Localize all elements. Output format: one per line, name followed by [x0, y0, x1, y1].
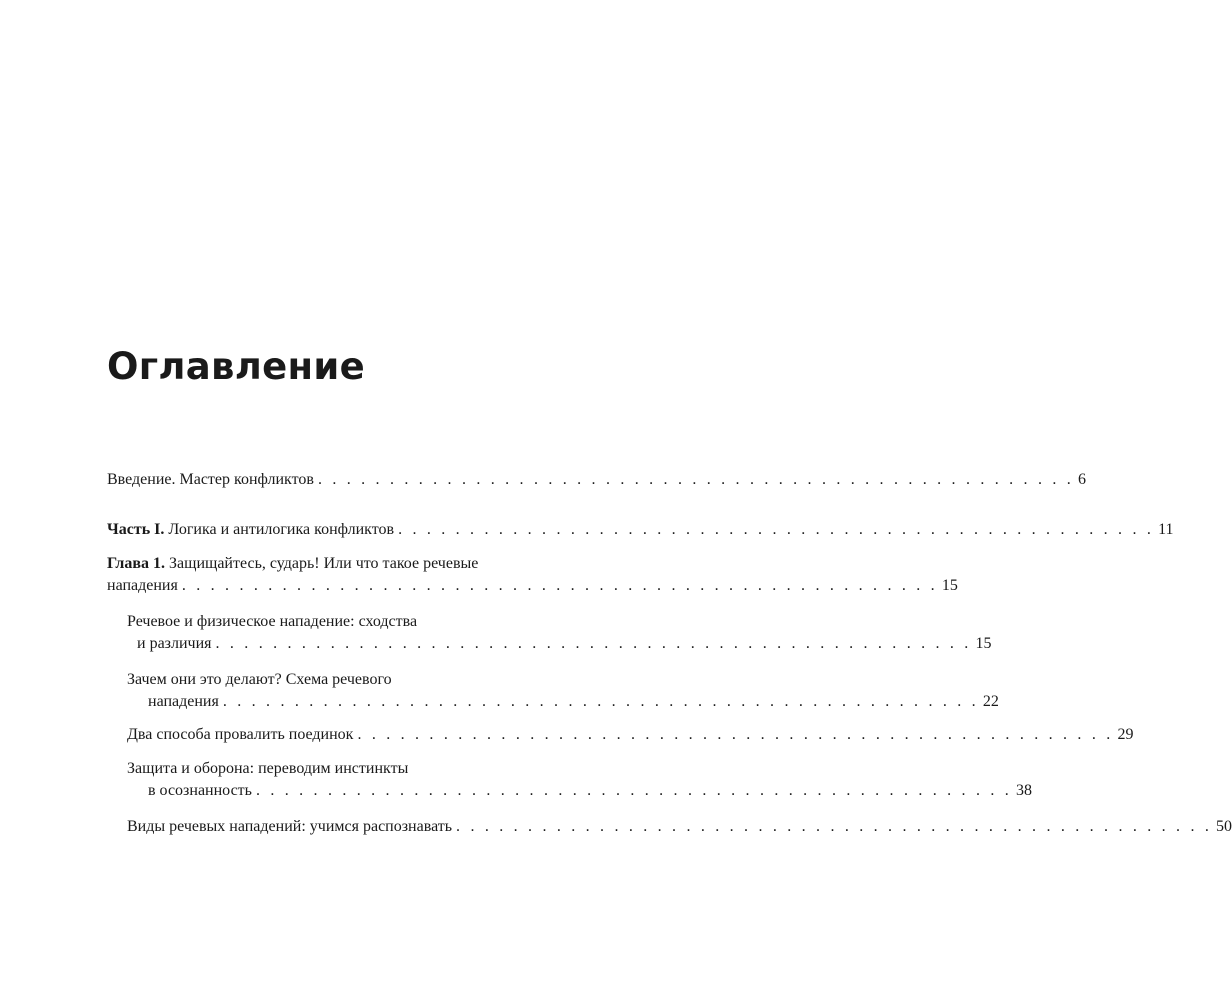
leader-dots: . . . . . . . . . . . . . . . . . . . . . . . . . . . . . . . . . . . . . . . . . . . . . . . . . . . . . — [181, 577, 938, 594]
toc-page-number: 29 — [1117, 726, 1134, 743]
toc-entry-text-cont: в осознанность — [148, 782, 252, 799]
toc-entry-text: Два способа провалить поединок — [127, 726, 354, 743]
toc-entry-text: Защищайтесь, сударь! Или что такое речевые — [169, 555, 479, 572]
toc-page-number: 38 — [1015, 782, 1032, 799]
toc-page-number: 15 — [975, 635, 992, 652]
toc-entry-text: Виды речевых нападений: учимся распознавать — [127, 818, 453, 835]
toc-entry-label: Глава 1. — [107, 555, 165, 572]
toc-entry-text: Речевое и физическое нападение: сходства — [127, 613, 418, 630]
toc-entry-intro[interactable] — [107, 470, 1086, 490]
toc-page-number: 15 — [941, 577, 958, 594]
toc-entry-text-cont: нападения — [148, 693, 219, 710]
leader-dots: . . . . . . . . . . . . . . . . . . . . . . . . . . . . . . . . . . . . . . . . . . . . . . . . . . . . . — [398, 521, 1155, 538]
leader-dots: . . . . . . . . . . . . . . . . . . . . . . . . . . . . . . . . . . . . . . . . . . . . . . . . . . . . . — [357, 726, 1114, 743]
leader-dots: . . . . . . . . . . . . . . . . . . . . . . . . . . . . . . . . . . . . . . . . . . . . . . . . . . . . . — [456, 818, 1213, 835]
toc-entry-text: Логика и антилогика конфликтов — [168, 521, 395, 538]
page-title: Оглавление — [107, 345, 366, 388]
leader-dots: . . . . . . . . . . . . . . . . . . . . . . . . . . . . . . . . . . . . . . . . . . . . . . . . . . . . . — [317, 471, 1074, 488]
toc-entry-text-cont: нападения — [107, 577, 178, 594]
leader-dots: . . . . . . . . . . . . . . . . . . . . . . . . . . . . . . . . . . . . . . . . . . . . . . . . . . . . . — [222, 693, 979, 710]
toc-entry-text: Защита и оборона: переводим инстинкты — [127, 760, 409, 777]
toc-entry-s5[interactable] — [127, 817, 1232, 837]
toc-page-number: 11 — [1158, 521, 1174, 538]
toc-page-number: 22 — [982, 693, 999, 710]
toc-entry-part1[interactable] — [107, 520, 1174, 540]
leader-dots: . . . . . . . . . . . . . . . . . . . . . . . . . . . . . . . . . . . . . . . . . . . . . . . . . . . . . — [255, 782, 1012, 799]
toc-page-number: 50 — [1216, 818, 1232, 835]
leader-dots: . . . . . . . . . . . . . . . . . . . . . . . . . . . . . . . . . . . . . . . . . . . . . . . . . . . . . — [215, 635, 972, 652]
toc-entry-text-cont: и различия — [137, 635, 212, 652]
toc-entry-s3[interactable] — [127, 725, 1134, 745]
toc-page-number: 6 — [1077, 471, 1086, 488]
toc-entry-text: Введение. Мастер конфликтов — [107, 471, 314, 488]
toc-entry-label: Часть I. — [107, 521, 165, 538]
toc-entry-text: Зачем они это делают? Схема речевого — [127, 671, 392, 688]
